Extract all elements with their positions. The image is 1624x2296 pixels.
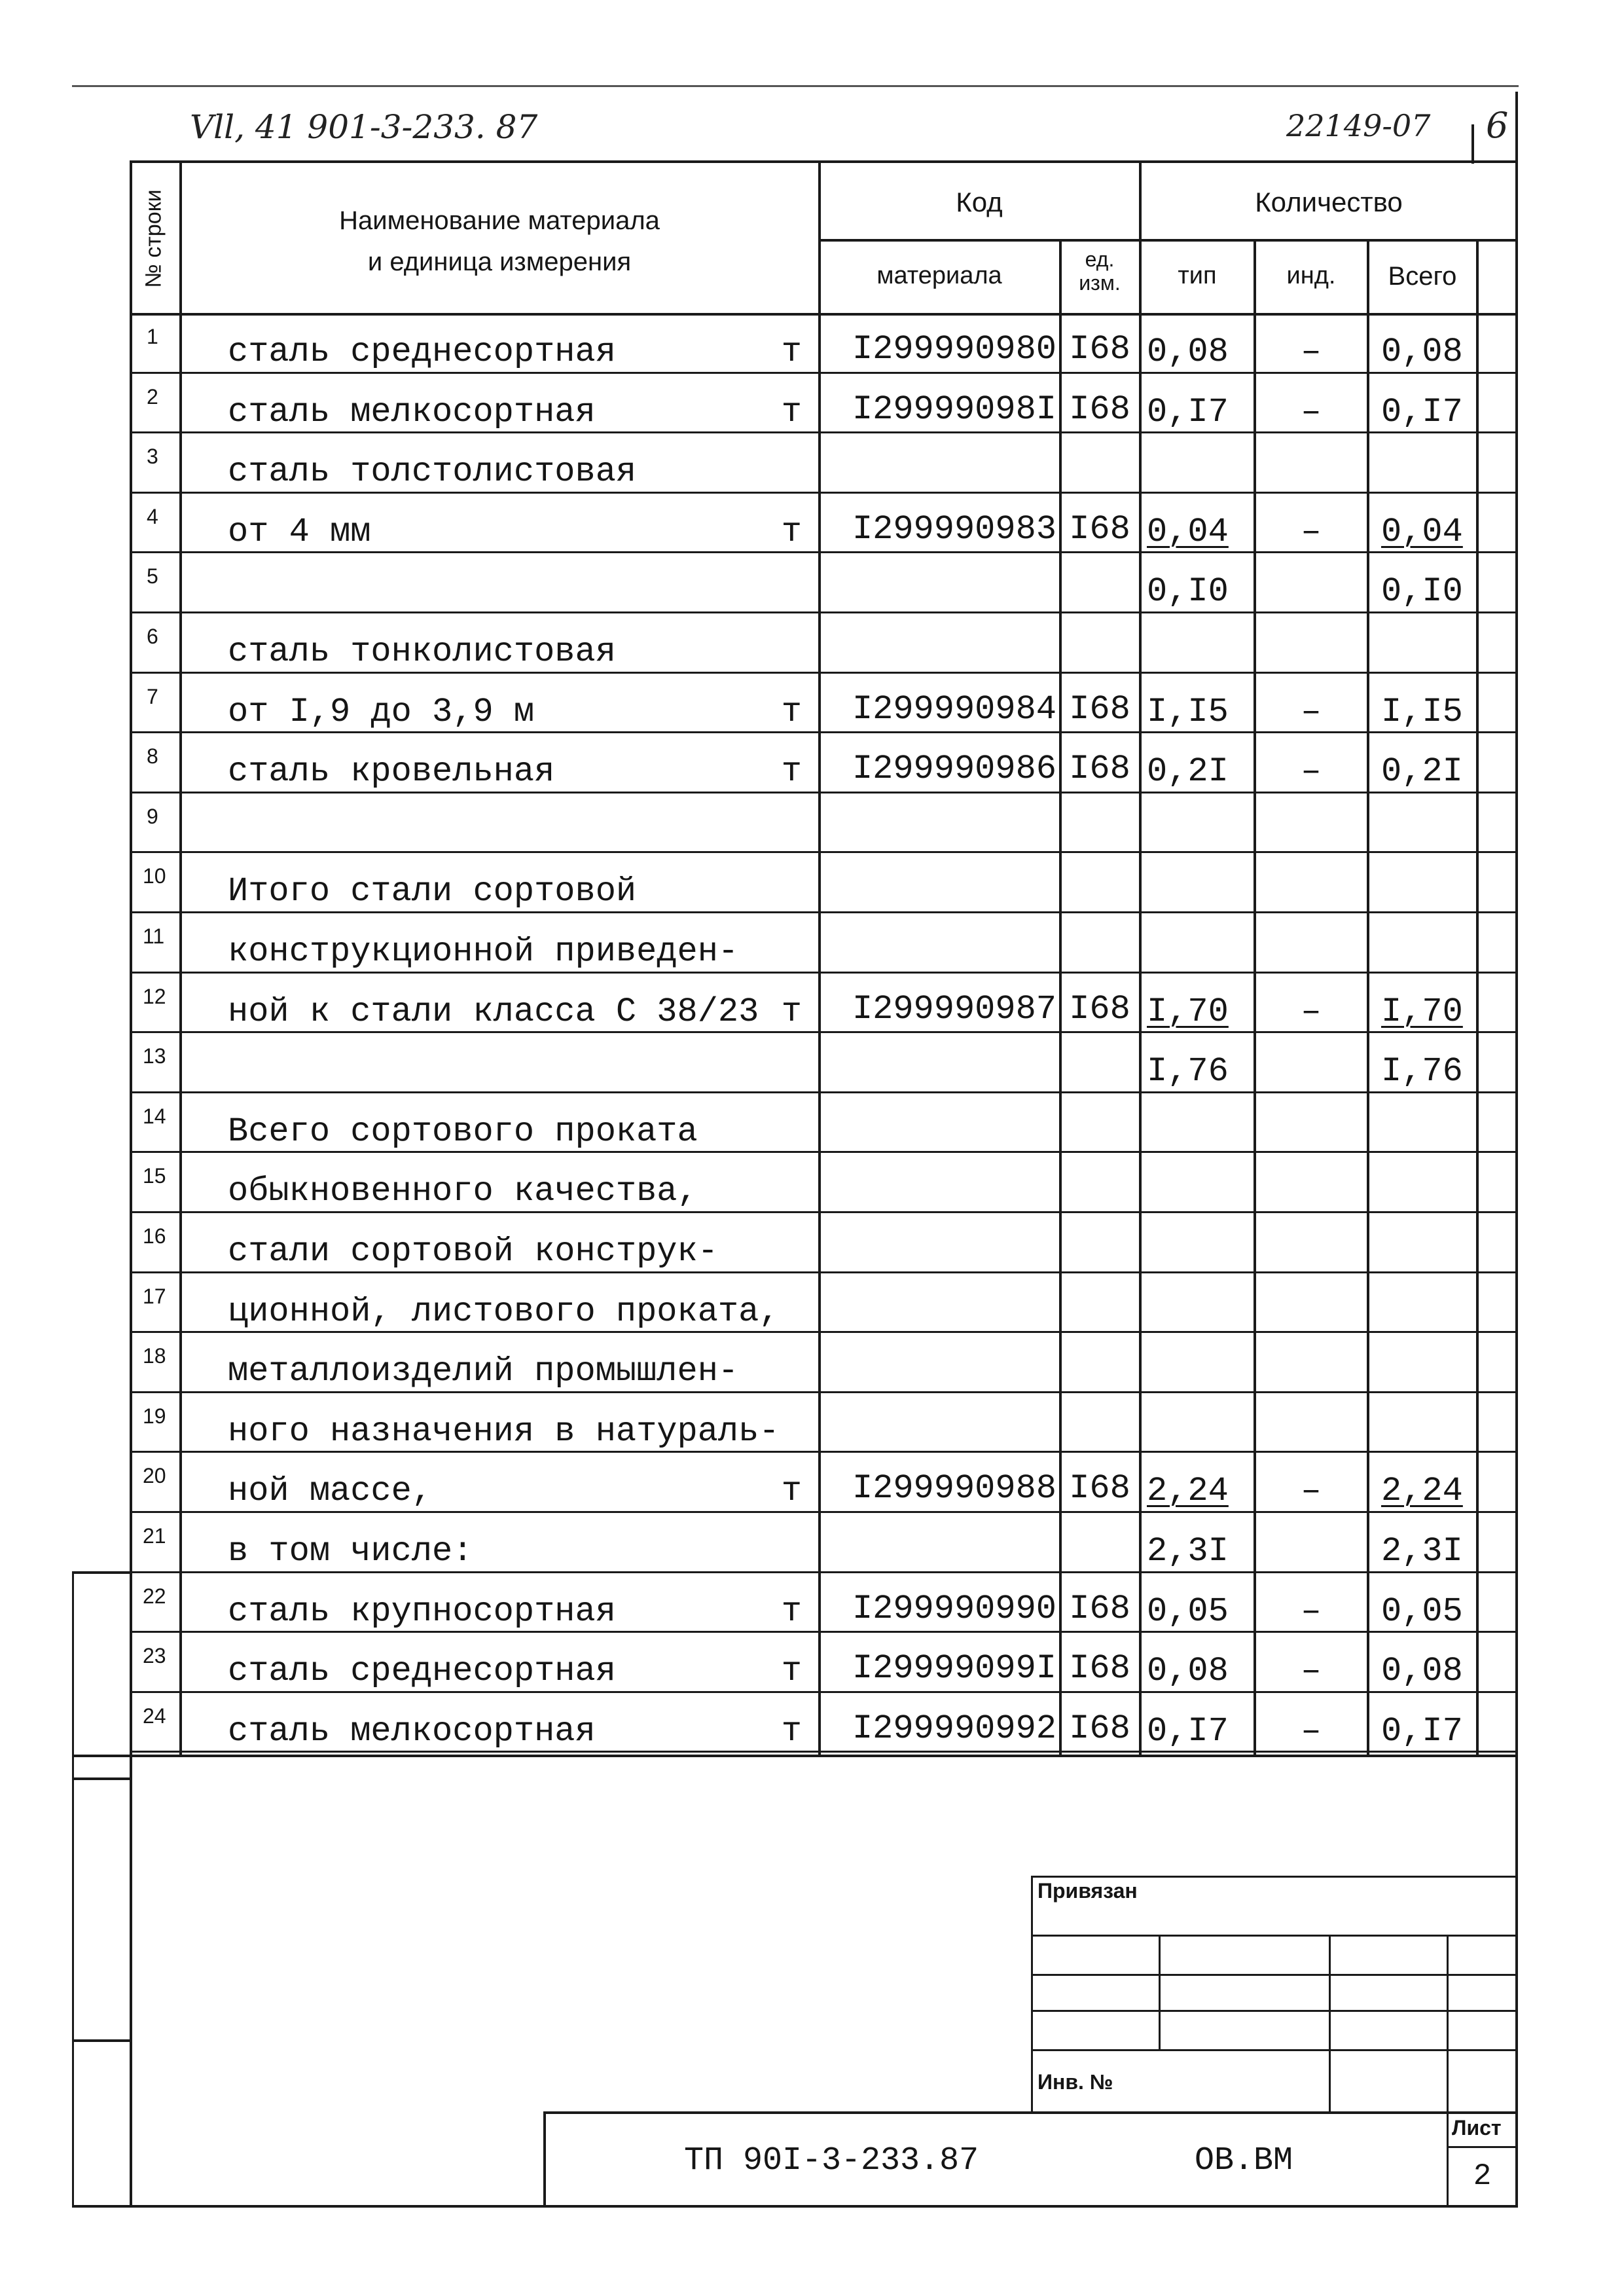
row-divider [130, 1691, 1518, 1693]
cell-row-number: 21 [143, 1524, 166, 1548]
col-line-name [818, 160, 821, 1755]
cell-qty-total: 2,3I [1381, 1532, 1463, 1571]
cell-material-code: I299990992 [852, 1709, 1056, 1748]
cell-material-name: конструкционной приведен- [228, 932, 739, 971]
cell-row-number: 7 [147, 684, 158, 708]
sheet-label-rule [1447, 2146, 1518, 2148]
header-cell-divider [1471, 124, 1474, 164]
cell-unit-code: I68 [1069, 1469, 1130, 1508]
cell-qty-type: 0,08 [1147, 333, 1229, 371]
stamp-inv-no: Инв. № [1038, 2070, 1113, 2094]
sheet-number: 2 [1473, 2159, 1492, 2193]
row-divider [130, 1091, 1518, 1093]
cell-material-code: I299990984 [852, 689, 1056, 729]
cell-material-name: от 4 мм [228, 512, 371, 551]
table-bottom-border [72, 1755, 1518, 1757]
cell-unit: т [781, 992, 802, 1031]
row-divider [130, 851, 1518, 853]
cell-material-name: сталь толстолистовая [228, 452, 637, 492]
header-code-material: материала [876, 262, 1002, 289]
cell-material-code: I29999098I [852, 390, 1056, 429]
stamp-privyazan: Привязан [1038, 1879, 1138, 1903]
cell-row-number: 1 [147, 325, 158, 348]
row-divider [130, 1511, 1518, 1513]
row-divider [130, 1631, 1518, 1633]
cell-row-number: 20 [143, 1464, 166, 1488]
cell-unit: т [781, 692, 802, 731]
handwritten-reg-number: 22149-07 [1286, 108, 1431, 143]
cell-material-name: сталь крупносортная [228, 1592, 616, 1631]
cell-material-name: сталь мелкосортная [228, 1711, 596, 1751]
cell-unit-code: I68 [1069, 1589, 1130, 1628]
cell-unit-code: I68 [1069, 689, 1130, 729]
cell-row-number: 11 [143, 924, 165, 948]
cell-row-number: 9 [147, 804, 158, 828]
row-divider [130, 972, 1518, 974]
cell-row-number: 10 [143, 864, 166, 888]
cell-unit: т [781, 512, 802, 551]
cell-qty-total: 0,I0 [1381, 572, 1463, 611]
title-block-left [543, 2111, 546, 2206]
col-line-unit [1139, 160, 1142, 1755]
cell-qty-type: 0,I0 [1147, 572, 1229, 611]
doc-code: ТП 90I-3-233.87 [684, 2142, 979, 2179]
cell-qty-total: I,76 [1381, 1052, 1463, 1091]
cell-row-number: 13 [143, 1044, 166, 1068]
cell-material-code: I299990980 [852, 330, 1056, 369]
handwritten-doc-ref: Vll, 41 901-3-233. 87 [190, 108, 538, 146]
cell-qty-type: 0,08 [1147, 1652, 1229, 1691]
row-divider [130, 1031, 1518, 1033]
cell-material-name: ной массе, [228, 1472, 433, 1511]
cell-row-number: 17 [143, 1284, 166, 1308]
cell-qty-ind: – [1301, 392, 1322, 431]
stamp-rule-2 [1031, 1974, 1518, 1976]
cell-material-name: обыкновенного качества, [228, 1172, 698, 1211]
row-divider [130, 1271, 1518, 1273]
binding-margin-line [72, 1571, 74, 2206]
cell-qty-type: I,I5 [1147, 692, 1229, 731]
cell-qty-ind: – [1301, 1592, 1322, 1631]
row-divider [130, 792, 1518, 793]
stamp-left-border [1031, 1876, 1033, 2111]
cell-unit: т [781, 752, 802, 792]
cell-qty-ind: – [1301, 333, 1322, 371]
title-block-top [543, 2111, 1518, 2114]
cell-material-name: сталь кровельная [228, 752, 555, 792]
header-qty-type: тип [1178, 262, 1217, 289]
handwritten-sheet-mark: 6 [1486, 105, 1509, 146]
cell-material-code: I299990990 [852, 1589, 1056, 1628]
header-mid-rule [818, 239, 1518, 242]
cell-qty-ind: – [1301, 692, 1322, 731]
cell-material-name: стали сортовой конструк- [228, 1232, 718, 1271]
top-rule [72, 85, 1519, 87]
sheet-label: Лист [1452, 2116, 1502, 2140]
header-bottom-rule [130, 313, 1518, 316]
cell-qty-total: 2,24 [1381, 1472, 1463, 1511]
binding-margin-tick-1 [72, 1571, 131, 1574]
cell-unit: т [781, 1472, 802, 1511]
header-code: Код [956, 187, 1003, 217]
cell-qty-total: I,I5 [1381, 692, 1463, 731]
cell-qty-ind: – [1301, 512, 1322, 551]
header-qty-total: Всего [1388, 262, 1457, 291]
row-divider [130, 1391, 1518, 1393]
cell-material-name: ного назначения в натураль- [228, 1412, 780, 1451]
cell-unit-code: I68 [1069, 330, 1130, 369]
title-block-bottom [72, 2205, 1518, 2208]
stamp-rule-3 [1031, 2010, 1518, 2012]
cell-qty-ind: – [1301, 1711, 1322, 1751]
cell-row-number: 19 [143, 1404, 166, 1428]
cell-qty-type: 2,3I [1147, 1532, 1229, 1571]
cell-material-name: от I,9 до 3,9 м [228, 692, 535, 731]
row-divider [130, 672, 1518, 674]
cell-unit: т [781, 1711, 802, 1751]
cell-unit: т [781, 1592, 802, 1631]
doc-mark: ОВ.ВМ [1195, 2142, 1293, 2179]
cell-row-number: 3 [147, 445, 158, 469]
cell-unit-code: I68 [1069, 1649, 1130, 1688]
frame-left-border [130, 160, 132, 2206]
cell-qty-type: 0,I7 [1147, 392, 1229, 431]
header-row-number: № строки [141, 189, 166, 288]
cell-qty-ind: – [1301, 992, 1322, 1031]
header-qty-ind: инд. [1286, 262, 1336, 289]
row-divider [130, 1751, 1518, 1753]
cell-material-code: I299990988 [852, 1469, 1056, 1508]
cell-row-number: 22 [143, 1584, 166, 1608]
row-divider [130, 611, 1518, 613]
row-divider [130, 1331, 1518, 1333]
stamp-col-2 [1329, 1935, 1331, 2111]
cell-material-name: ционной, листового проката, [228, 1292, 780, 1331]
cell-qty-type: I,70 [1147, 992, 1229, 1031]
cell-row-number: 15 [143, 1164, 166, 1188]
col-line-tip [1254, 239, 1256, 1755]
cell-unit: т [781, 392, 802, 431]
cell-qty-total: 0,04 [1381, 512, 1463, 551]
cell-qty-total: 0,05 [1381, 1592, 1463, 1631]
cell-qty-type: I,76 [1147, 1052, 1229, 1091]
frame-right-border [1515, 92, 1518, 2206]
cell-material-name: в том числе: [228, 1532, 473, 1571]
cell-qty-total: 0,I7 [1381, 392, 1463, 431]
stamp-rule-4 [1031, 2049, 1518, 2051]
cell-material-code: I29999099I [852, 1649, 1056, 1688]
row-divider [130, 492, 1518, 494]
cell-qty-total: 0,08 [1381, 1652, 1463, 1691]
row-divider [130, 1151, 1518, 1153]
cell-material-name: сталь среднесортная [228, 1652, 616, 1691]
row-divider [130, 731, 1518, 733]
row-divider [130, 431, 1518, 433]
cell-qty-type: 0,04 [1147, 512, 1229, 551]
cell-material-code: I299990983 [852, 509, 1056, 549]
header-material-unit: и единица измерения [367, 247, 632, 276]
header-material-name: Наименование материала [339, 206, 660, 235]
cell-row-number: 2 [147, 384, 158, 409]
row-divider [130, 1571, 1518, 1573]
row-divider [130, 372, 1518, 374]
header-quantity: Количество [1255, 187, 1403, 217]
stamp-top-border [1031, 1876, 1518, 1878]
row-divider [130, 1211, 1518, 1213]
cell-qty-total: 0,I7 [1381, 1711, 1463, 1751]
row-divider [130, 1451, 1518, 1453]
cell-row-number: 16 [143, 1224, 166, 1248]
cell-qty-type: 2,24 [1147, 1472, 1229, 1511]
cell-material-code: I299990987 [852, 989, 1056, 1029]
cell-material-name: металлоизделий промышлен- [228, 1352, 739, 1391]
cell-material-name: сталь мелкосортная [228, 392, 596, 431]
cell-unit-code: I68 [1069, 989, 1130, 1029]
cell-unit: т [781, 1652, 802, 1691]
cell-qty-type: 0,2I [1147, 752, 1229, 792]
cell-row-number: 5 [147, 564, 158, 589]
stamp-rule-1 [1031, 1935, 1518, 1937]
cell-row-number: 4 [147, 504, 158, 528]
cell-material-name: сталь тонколистовая [228, 632, 616, 671]
table-top-border [130, 160, 1518, 163]
cell-row-number: 14 [143, 1104, 166, 1128]
cell-unit-code: I68 [1069, 750, 1130, 789]
cell-material-name: ной к стали класса С 38/23 [228, 992, 759, 1031]
row-divider [130, 911, 1518, 913]
col-line-total [1476, 239, 1479, 1755]
cell-qty-total: 0,08 [1381, 333, 1463, 371]
cell-qty-total: I,70 [1381, 992, 1463, 1031]
binding-margin-tick-3 [72, 2039, 131, 2042]
cell-row-number: 24 [143, 1704, 166, 1728]
cell-unit-code: I68 [1069, 390, 1130, 429]
cell-material-name: Итого стали сортовой [228, 872, 637, 911]
stamp-col-1 [1159, 1935, 1161, 2049]
row-divider [130, 551, 1518, 553]
cell-unit-code: I68 [1069, 509, 1130, 549]
cell-row-number: 18 [143, 1344, 166, 1368]
cell-qty-ind: – [1301, 752, 1322, 792]
cell-row-number: 23 [143, 1644, 166, 1668]
cell-qty-type: 0,05 [1147, 1592, 1229, 1631]
col-line-rownum [179, 160, 182, 1755]
header-code-unit: ед. изм. [1079, 247, 1121, 295]
cell-row-number: 6 [147, 625, 158, 648]
cell-unit-code: I68 [1069, 1709, 1130, 1748]
cell-material-name: Всего сортового проката [228, 1112, 698, 1151]
cell-row-number: 12 [143, 984, 166, 1008]
cell-material-name: сталь среднесортная [228, 333, 616, 371]
cell-row-number: 8 [147, 744, 158, 769]
cell-unit: т [781, 333, 802, 371]
col-line-ind [1367, 239, 1369, 1755]
cell-qty-type: 0,I7 [1147, 1711, 1229, 1751]
cell-material-code: I299990986 [852, 750, 1056, 789]
cell-qty-ind: – [1301, 1472, 1322, 1511]
binding-margin-tick-2 [72, 1777, 131, 1780]
cell-qty-total: 0,2I [1381, 752, 1463, 792]
cell-qty-ind: – [1301, 1652, 1322, 1691]
